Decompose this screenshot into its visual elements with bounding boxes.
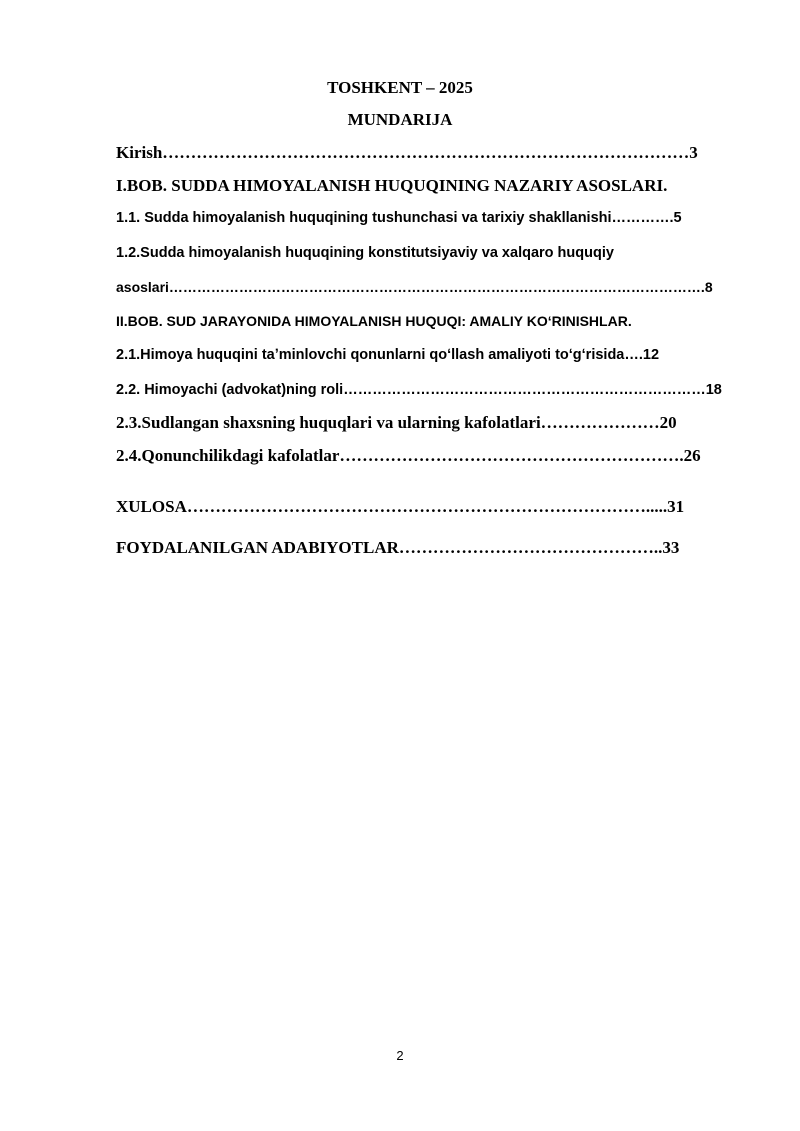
toc-entry-1-1: 1.1. Sudda himoyalanish huquqining tushunchasi va tarixiy shakllanishi………….5 bbox=[116, 210, 682, 226]
toc-entry-2-1: 2.1.Himoya huquqini taʼminlovchi qonunlarni qoʻllash amaliyoti toʻgʻrisida….12 bbox=[116, 347, 660, 363]
toc-entry-2-4: 2.4.Qonunchilikdagi kafolatlar…………………………………………………….26 bbox=[116, 446, 701, 465]
toc-chapter-2: II.BOB. SUD JARAYONIDA HIMOYALANISH HUQUQI: AMALIY KOʻRINISHLAR. bbox=[116, 313, 632, 329]
toc-entry-conclusion: XULOSA……………………………………………………………………….....31 bbox=[116, 497, 685, 516]
toc-entry-2-2: 2.2. Himoyachi (advokat)ning roli…………………………………………………………………18 bbox=[116, 382, 722, 398]
toc-entry-references: FOYDALANILGAN ADABIYOTLAR………………………………………..33 bbox=[116, 538, 680, 557]
toc-chapter-1: I.BOB. SUDDA HIMOYALANISH HUQUQINING NAZARIY ASOSLARI. bbox=[116, 176, 668, 195]
toc-title: MUNDARIJA bbox=[347, 110, 453, 129]
page-number: 2 bbox=[396, 1048, 404, 1063]
toc-entry-1-2-continued: asoslari…………………………………………………………………………………………………….8 bbox=[116, 279, 713, 295]
toc-entry-2-3: 2.3.Sudlangan shaxsning huquqlari va ularning kafolatlari…………………20 bbox=[116, 413, 677, 432]
toc-entry-intro: Kirish…………………………………………………………………………………3 bbox=[116, 143, 698, 162]
toc-entry-1-2: 1.2.Sudda himoyalanish huquqining konstitutsiyaviy va xalqaro huquqiy bbox=[116, 245, 614, 261]
city-year-heading: TOSHKENT – 2025 bbox=[327, 78, 473, 97]
